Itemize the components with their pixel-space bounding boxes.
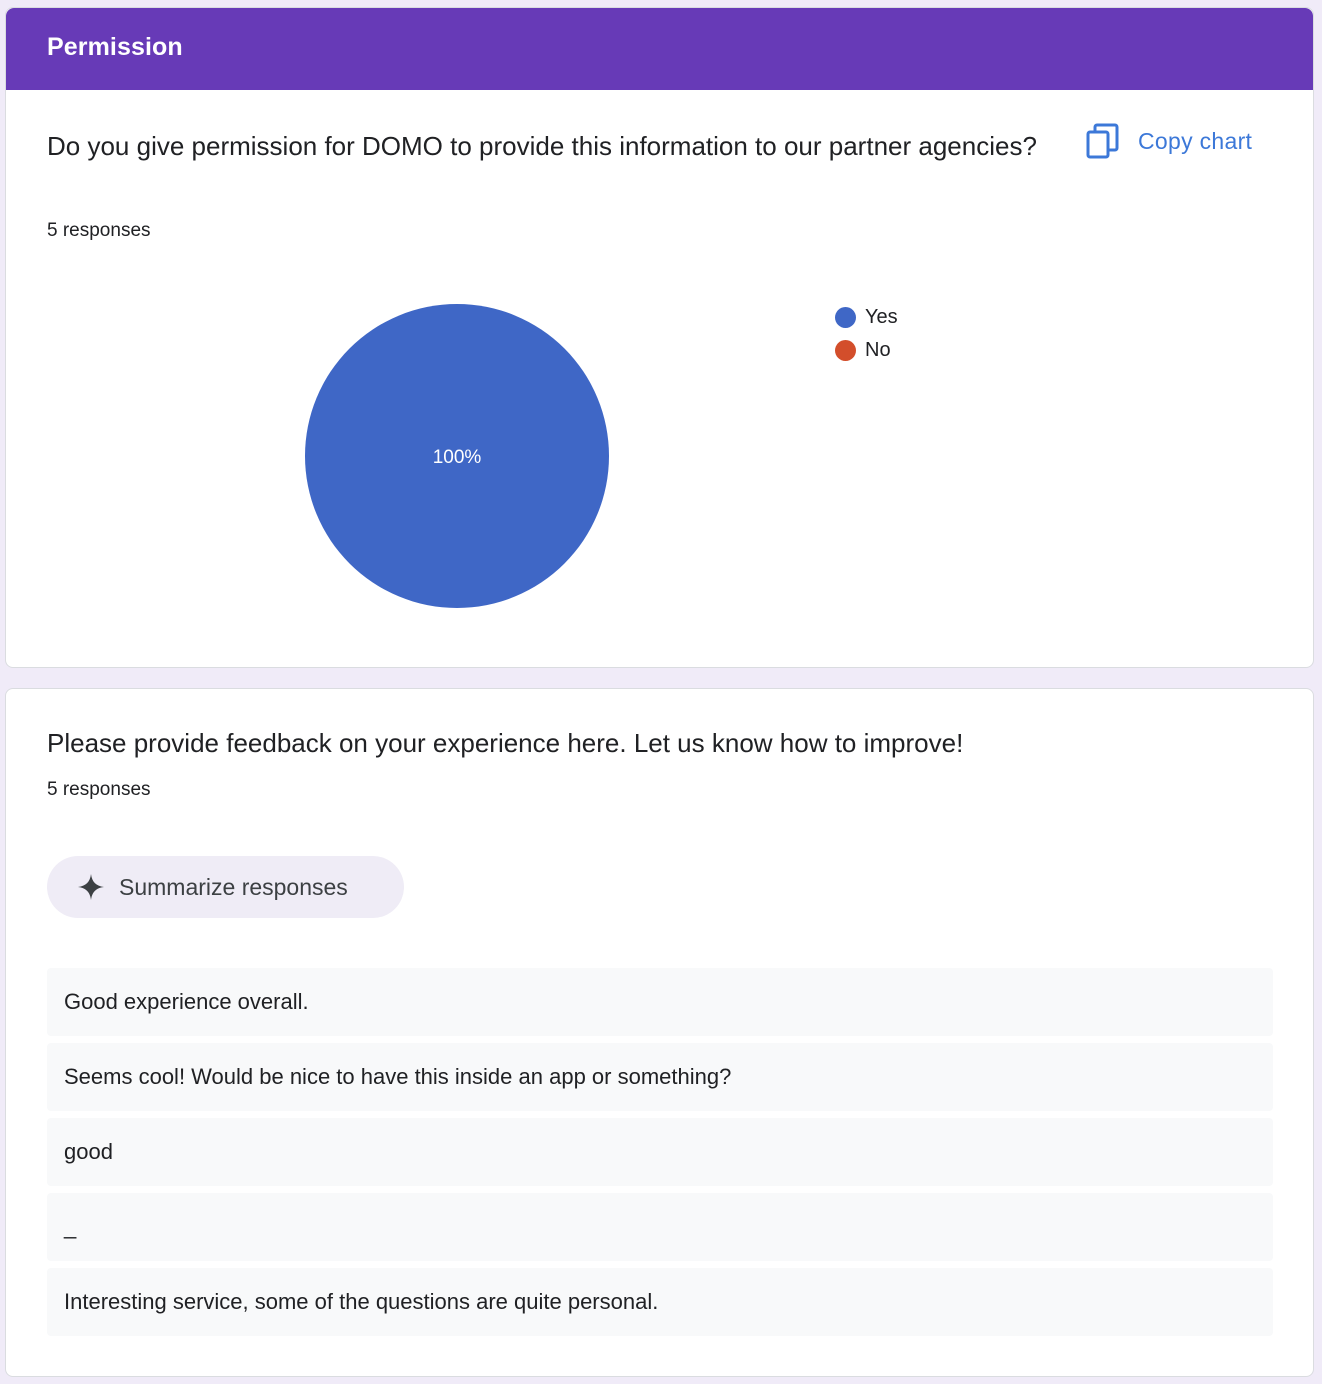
response-item: Seems cool! Would be nice to have this inside an app or something? <box>47 1043 1273 1111</box>
copy-chart-button[interactable] <box>1086 121 1252 161</box>
copy-icon <box>1086 123 1120 159</box>
legend-label: Yes <box>865 306 898 328</box>
section-title: Permission <box>47 33 183 61</box>
response-item: Interesting service, some of the questions are quite personal. <box>47 1268 1273 1336</box>
legend-item-yes <box>835 301 898 334</box>
response-list <box>47 968 1273 1343</box>
legend-swatch <box>835 340 856 361</box>
legend-label: No <box>865 339 891 361</box>
pie-chart <box>303 302 611 610</box>
response-count: 5 responses <box>47 220 151 241</box>
question-title: Please provide feedback on your experience here. Let us know how to improve! <box>47 728 964 758</box>
permission-card <box>5 7 1314 668</box>
legend-item-no <box>835 334 898 367</box>
response-item: good <box>47 1118 1273 1186</box>
response-item: _ <box>47 1193 1273 1261</box>
section-header <box>6 8 1313 90</box>
pie-slice-label: 100% <box>432 447 482 468</box>
response-item: Good experience overall. <box>47 968 1273 1036</box>
response-count: 5 responses <box>47 779 151 800</box>
sparkle-icon <box>77 873 105 901</box>
copy-chart-label: Copy chart <box>1138 127 1253 154</box>
question-title: Do you give permission for DOMO to provide this information to our partner agencies? <box>47 131 1037 161</box>
legend-swatch <box>835 307 856 328</box>
chart-legend <box>835 301 898 367</box>
summarize-label: Summarize responses <box>119 873 348 900</box>
summarize-responses-button[interactable] <box>47 856 404 918</box>
feedback-card <box>5 688 1314 1377</box>
